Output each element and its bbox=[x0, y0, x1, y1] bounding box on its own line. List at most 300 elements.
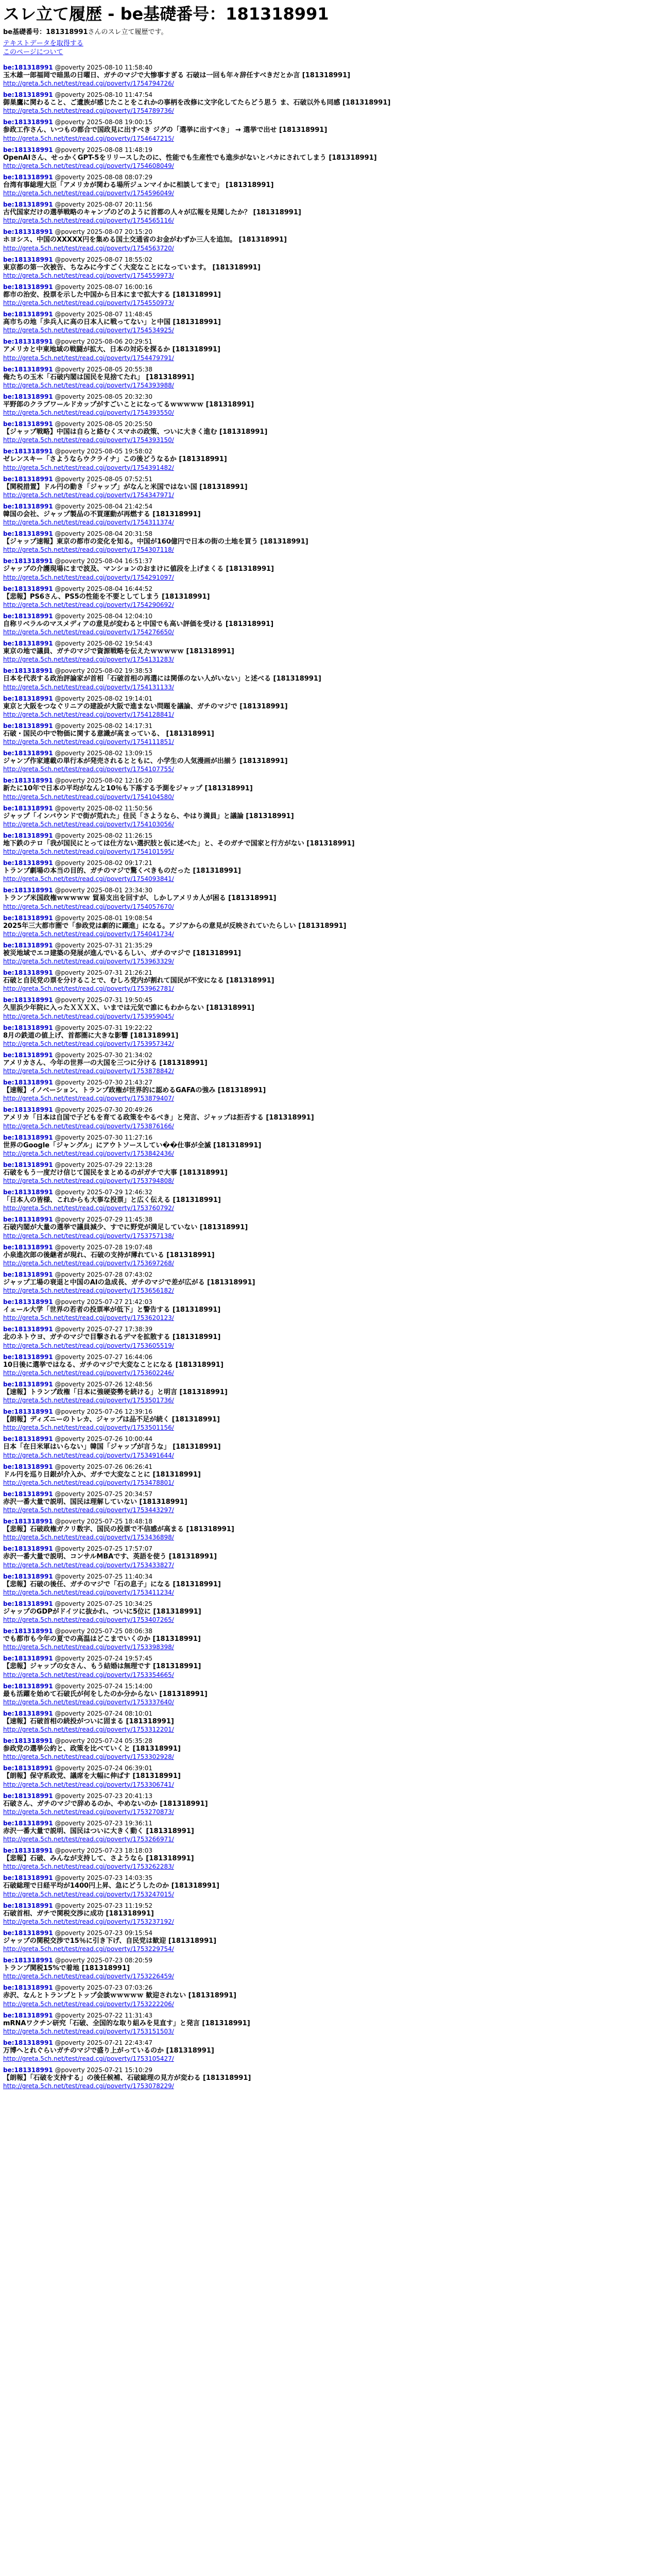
thread-url-link[interactable]: http://greta.5ch.net/test/read.cgi/poverty/1754559973/ bbox=[3, 272, 174, 279]
thread-be-id[interactable]: be:181318991 bbox=[3, 530, 53, 538]
thread-meta bbox=[3, 1463, 650, 1471]
thread-be-id[interactable]: be:181318991 bbox=[3, 283, 53, 291]
thread-entry bbox=[3, 1052, 650, 1075]
thread-be-id[interactable]: be:181318991 bbox=[3, 777, 53, 785]
thread-url-link[interactable]: http://greta.5ch.net/test/read.cgi/poverty/1753878842/ bbox=[3, 1067, 174, 1075]
thread-title: 【朗報】「石破を支持する」の後任候補、石破総理の見方が変わる [181318991] bbox=[3, 2074, 251, 2082]
thread-date: @poverty 2025-07-30 21:43:27 bbox=[55, 1079, 152, 1087]
thread-entry bbox=[3, 1545, 650, 1569]
thread-entry bbox=[3, 1847, 650, 1871]
thread-be-id[interactable]: be:181318991 bbox=[3, 1298, 53, 1306]
thread-date: @poverty 2025-07-31 19:50:45 bbox=[55, 996, 152, 1004]
thread-url-link[interactable]: http://greta.5ch.net/test/read.cgi/poverty/1753501736/ bbox=[3, 1397, 174, 1404]
thread-date: @poverty 2025-07-29 11:45:38 bbox=[55, 1216, 152, 1224]
thread-meta bbox=[3, 1820, 650, 1827]
thread-url-link[interactable]: http://greta.5ch.net/test/read.cgi/poverty/1754128841/ bbox=[3, 710, 174, 718]
thread-be-id[interactable]: be:181318991 bbox=[3, 1435, 53, 1443]
thread-title: 小泉進次郎の後継者が現れ、石破の支持が薄れている [181318991] bbox=[3, 1251, 215, 1259]
thread-url-link[interactable]: http://greta.5ch.net/test/read.cgi/poverty/1753794808/ bbox=[3, 1177, 174, 1185]
thread-entry bbox=[3, 1902, 650, 1926]
thread-title: 日本「在日米軍はいらない」韓国「ジャップが言うな」 [181318991] bbox=[3, 1443, 221, 1451]
thread-url-link[interactable]: http://greta.5ch.net/test/read.cgi/poverty/1753151503/ bbox=[3, 2027, 174, 2035]
thread-url-link[interactable]: http://greta.5ch.net/test/read.cgi/poverty/1754101595/ bbox=[3, 848, 174, 856]
get-text-data-link[interactable]: テキストデータを取得する bbox=[3, 40, 83, 48]
thread-date: @poverty 2025-07-25 20:34:57 bbox=[55, 1490, 152, 1498]
thread-title: 北のネトウヨ、ガチのマジで目撃されるデマを拡散する [181318991] bbox=[3, 1333, 221, 1342]
thread-date: @poverty 2025-07-26 06:26:41 bbox=[55, 1463, 152, 1470]
thread-entry bbox=[3, 1655, 650, 1679]
thread-meta bbox=[3, 1545, 650, 1553]
thread-be-id[interactable]: be:181318991 bbox=[3, 1133, 53, 1141]
thread-meta bbox=[3, 1353, 650, 1361]
thread-url-link[interactable]: http://greta.5ch.net/test/read.cgi/poverty/1754550973/ bbox=[3, 299, 174, 307]
thread-title: 10日後に選挙ではなる、ガチのマジで大変なことになる [181318991] bbox=[3, 1361, 224, 1369]
thread-be-id[interactable]: be:181318991 bbox=[3, 1380, 53, 1388]
thread-url-link[interactable]: http://greta.5ch.net/test/read.cgi/poverty/1754290692/ bbox=[3, 601, 174, 608]
thread-be-id[interactable]: be:181318991 bbox=[3, 2011, 53, 2019]
thread-date: @poverty 2025-07-26 12:48:56 bbox=[55, 1380, 152, 1388]
thread-entry bbox=[3, 832, 650, 856]
thread-url-link[interactable]: http://greta.5ch.net/test/read.cgi/poverty/1753237192/ bbox=[3, 1918, 174, 1925]
thread-url-link[interactable]: http://greta.5ch.net/test/read.cgi/poverty/1753478801/ bbox=[3, 1479, 174, 1486]
thread-be-id[interactable]: be:181318991 bbox=[3, 1765, 53, 1772]
thread-date: @poverty 2025-07-24 06:39:01 bbox=[55, 1765, 152, 1772]
thread-be-id[interactable]: be:181318991 bbox=[3, 146, 53, 154]
thread-meta bbox=[3, 1435, 650, 1443]
thread-be-id[interactable]: be:181318991 bbox=[3, 804, 53, 812]
thread-url-link[interactable]: http://greta.5ch.net/test/read.cgi/poverty/1754563720/ bbox=[3, 244, 174, 252]
thread-date: @poverty 2025-07-23 20:41:13 bbox=[55, 1792, 152, 1800]
thread-date: @poverty 2025-08-01 23:34:30 bbox=[55, 887, 152, 894]
thread-url-link[interactable]: http://greta.5ch.net/test/read.cgi/poverty/1754393550/ bbox=[3, 409, 174, 417]
thread-date: @poverty 2025-08-05 20:25:50 bbox=[55, 420, 152, 428]
thread-date: @poverty 2025-07-23 11:19:52 bbox=[55, 1902, 152, 1909]
intro-number: 181318991 bbox=[46, 28, 88, 37]
thread-meta bbox=[3, 2012, 650, 2020]
thread-entry bbox=[3, 613, 650, 636]
thread-title: 【朗報】保守系政党、議席を大幅に伸ばす [181318991] bbox=[3, 1772, 181, 1781]
thread-url-link[interactable]: http://greta.5ch.net/test/read.cgi/poverty/1754041734/ bbox=[3, 930, 174, 938]
thread-meta bbox=[3, 393, 650, 401]
thread-be-id[interactable]: be:181318991 bbox=[3, 1490, 53, 1498]
thread-title: 都市の治安、投票を示した中国から日本にまで拡大する [181318991] bbox=[3, 291, 221, 299]
thread-date: @poverty 2025-07-30 20:49:26 bbox=[55, 1106, 152, 1114]
thread-entry bbox=[3, 1353, 650, 1377]
thread-entry bbox=[3, 2066, 650, 2090]
thread-date: @poverty 2025-07-22 11:31:43 bbox=[55, 2011, 152, 2019]
thread-be-id[interactable]: be:181318991 bbox=[3, 2066, 53, 2074]
thread-be-id[interactable]: be:181318991 bbox=[3, 859, 53, 867]
thread-be-id[interactable]: be:181318991 bbox=[3, 502, 53, 510]
thread-entry bbox=[3, 914, 650, 938]
intro-text bbox=[3, 28, 650, 37]
thread-title: 自称リベラルのマスメディアの意見が変わると中国でも高い評価を受ける [181318991] bbox=[3, 620, 274, 628]
thread-be-id[interactable]: be:181318991 bbox=[3, 338, 53, 346]
thread-url-link[interactable]: http://greta.5ch.net/test/read.cgi/poverty/1754093841/ bbox=[3, 875, 174, 883]
thread-be-id[interactable]: be:181318991 bbox=[3, 1600, 53, 1607]
thread-meta bbox=[3, 1984, 650, 1992]
thread-meta bbox=[3, 1490, 650, 1498]
thread-meta bbox=[3, 146, 650, 154]
thread-be-id[interactable]: be:181318991 bbox=[3, 1270, 53, 1278]
thread-meta bbox=[3, 1052, 650, 1059]
thread-meta bbox=[3, 1792, 650, 1800]
thread-be-id[interactable]: be:181318991 bbox=[3, 1682, 53, 1690]
thread-url-link[interactable]: http://greta.5ch.net/test/read.cgi/poverty/1753302928/ bbox=[3, 1753, 174, 1761]
thread-be-id[interactable]: be:181318991 bbox=[3, 914, 53, 922]
thread-be-id[interactable]: be:181318991 bbox=[3, 1847, 53, 1855]
thread-meta bbox=[3, 1765, 650, 1772]
thread-url-link[interactable]: http://greta.5ch.net/test/read.cgi/poverty/1754131283/ bbox=[3, 656, 174, 664]
thread-title: 地下鉄のテロ「我が国民にとっては仕方ない選択肢と仮に述べた」と、そのガチで国家と行方がない [181318991] bbox=[3, 839, 355, 848]
thread-url-link[interactable]: http://greta.5ch.net/test/read.cgi/poverty/1753433827/ bbox=[3, 1561, 174, 1569]
thread-date: @poverty 2025-08-05 19:58:02 bbox=[55, 448, 152, 455]
thread-be-id[interactable]: be:181318991 bbox=[3, 1709, 53, 1717]
thread-date: @poverty 2025-08-04 16:44:52 bbox=[55, 585, 152, 592]
thread-meta bbox=[3, 1271, 650, 1279]
thread-meta bbox=[3, 1106, 650, 1114]
thread-meta bbox=[3, 1737, 650, 1745]
thread-url-link[interactable]: http://greta.5ch.net/test/read.cgi/poverty/1754111851/ bbox=[3, 738, 174, 746]
thread-url-link[interactable]: http://greta.5ch.net/test/read.cgi/poverty/1753962781/ bbox=[3, 985, 174, 993]
thread-title: 【悲報】石破、みんなが支持して、さようなら [181318991] bbox=[3, 1855, 194, 1863]
thread-title: 石破・国民の中で物価に関する意識が高まっている、 [181318991] bbox=[3, 730, 214, 738]
thread-url-link[interactable]: http://greta.5ch.net/test/read.cgi/poverty/1754276650/ bbox=[3, 629, 174, 636]
thread-title: 石破首相、ガチで関税交渉に成功 [181318991] bbox=[3, 1909, 154, 1918]
thread-meta bbox=[3, 1134, 650, 1142]
thread-url-link[interactable]: http://greta.5ch.net/test/read.cgi/poverty/1753876166/ bbox=[3, 1122, 174, 1130]
thread-url-link[interactable]: http://greta.5ch.net/test/read.cgi/poverty/1753605519/ bbox=[3, 1342, 174, 1349]
thread-entry bbox=[3, 1463, 650, 1487]
thread-be-id[interactable]: be:181318991 bbox=[3, 1161, 53, 1168]
thread-be-id[interactable]: be:181318991 bbox=[3, 667, 53, 675]
thread-meta bbox=[3, 476, 650, 483]
thread-url-link[interactable]: http://greta.5ch.net/test/read.cgi/poverty/1753656182/ bbox=[3, 1287, 174, 1295]
thread-entry bbox=[3, 1628, 650, 1651]
thread-url-link[interactable]: http://greta.5ch.net/test/read.cgi/poverty/1753407265/ bbox=[3, 1616, 174, 1624]
thread-title: 石破をもう一度だけ信じて国民をまとめるのがガチで大事 [181318991] bbox=[3, 1168, 228, 1177]
thread-be-id[interactable]: be:181318991 bbox=[3, 1957, 53, 1964]
thread-url-link[interactable]: http://greta.5ch.net/test/read.cgi/poverty/1753411234/ bbox=[3, 1588, 174, 1596]
thread-url-link[interactable]: http://greta.5ch.net/test/read.cgi/poverty/1754347971/ bbox=[3, 491, 174, 499]
thread-be-id[interactable]: be:181318991 bbox=[3, 941, 53, 949]
thread-date: @poverty 2025-08-06 20:29:51 bbox=[55, 338, 152, 346]
thread-date: @poverty 2025-08-07 20:15:20 bbox=[55, 228, 152, 236]
thread-be-id[interactable]: be:181318991 bbox=[3, 612, 53, 620]
thread-be-id[interactable]: be:181318991 bbox=[3, 2039, 53, 2046]
thread-meta bbox=[3, 283, 650, 291]
thread-title: 石破さん、ガチのマジで辞めるのか、やめないのか [181318991] bbox=[3, 1800, 208, 1808]
thread-meta bbox=[3, 503, 650, 511]
thread-meta bbox=[3, 640, 650, 648]
thread-url-link[interactable]: http://greta.5ch.net/test/read.cgi/poverty/1753229754/ bbox=[3, 1945, 174, 1953]
thread-url-link[interactable]: http://greta.5ch.net/test/read.cgi/poverty/1754647215/ bbox=[3, 134, 174, 142]
thread-be-id[interactable]: be:181318991 bbox=[3, 1189, 53, 1196]
thread-entry bbox=[3, 174, 650, 197]
thread-url-link[interactable]: http://greta.5ch.net/test/read.cgi/poverty/1753491644/ bbox=[3, 1451, 174, 1459]
thread-meta bbox=[3, 1957, 650, 1964]
thread-meta bbox=[3, 2039, 650, 2047]
thread-url-link[interactable]: http://greta.5ch.net/test/read.cgi/poverty/1753266971/ bbox=[3, 1836, 174, 1843]
thread-entry bbox=[3, 1381, 650, 1404]
thread-date: @poverty 2025-08-02 11:50:56 bbox=[55, 804, 152, 812]
thread-url-link[interactable]: http://greta.5ch.net/test/read.cgi/poverty/1754479791/ bbox=[3, 354, 174, 362]
thread-be-id[interactable]: be:181318991 bbox=[3, 1024, 53, 1031]
thread-be-id[interactable]: be:181318991 bbox=[3, 201, 53, 209]
thread-title: アメリカ「日本は自国で子どもを育てる政策をやるべき」と発言、ジャップは拒否する [181318991] bbox=[3, 1114, 314, 1122]
thread-be-id[interactable]: be:181318991 bbox=[3, 722, 53, 730]
thread-be-id[interactable]: be:181318991 bbox=[3, 448, 53, 455]
thread-meta bbox=[3, 1079, 650, 1087]
thread-meta bbox=[3, 201, 650, 209]
thread-date: @poverty 2025-08-02 14:17:31 bbox=[55, 722, 152, 730]
thread-be-id[interactable]: be:181318991 bbox=[3, 1326, 53, 1333]
thread-meta bbox=[3, 1929, 650, 1937]
thread-title: 新たに10年で日本の平均がなんと10％も下落する予測をジャップ [181318991] bbox=[3, 785, 253, 793]
thread-date: @poverty 2025-07-26 12:39:16 bbox=[55, 1408, 152, 1416]
thread-be-id[interactable]: be:181318991 bbox=[3, 1874, 53, 1882]
thread-entry bbox=[3, 228, 650, 252]
thread-title: 2025年三大都市圏で「参政党は劇的に躍進」になる。アジアからの意見が反映されていたらしい [181318991] bbox=[3, 922, 347, 930]
thread-be-id[interactable]: be:181318991 bbox=[3, 63, 53, 71]
thread-url-link[interactable]: http://greta.5ch.net/test/read.cgi/poverty/1753226459/ bbox=[3, 1973, 174, 1980]
thread-url-link[interactable]: http://greta.5ch.net/test/read.cgi/poverty/1753262283/ bbox=[3, 1863, 174, 1871]
thread-meta bbox=[3, 750, 650, 757]
thread-entry bbox=[3, 476, 650, 499]
thread-url-link[interactable]: http://greta.5ch.net/test/read.cgi/poverty/1753270873/ bbox=[3, 1808, 174, 1816]
thread-title: イェール大学「世界の若者の投票率が低下」と警告する [181318991] bbox=[3, 1306, 221, 1314]
thread-url-link[interactable]: http://greta.5ch.net/test/read.cgi/poverty/1753957342/ bbox=[3, 1040, 174, 1047]
thread-title: アメリカさん、今年の世界一の大国を三つに分ける [181318991] bbox=[3, 1059, 208, 1067]
thread-meta bbox=[3, 118, 650, 126]
thread-title: 被災地域でエコ建築の発展が進んでいるらしい、ガチのマジで [181318991] bbox=[3, 949, 241, 957]
thread-meta bbox=[3, 1244, 650, 1251]
thread-entry bbox=[3, 1106, 650, 1130]
thread-url-link[interactable]: http://greta.5ch.net/test/read.cgi/poverty/1753306741/ bbox=[3, 1781, 174, 1788]
thread-title: ジャップ「インバウンドで街が荒れた」住民「さようなら、やはり満員」と議論 [181318991] bbox=[3, 812, 294, 820]
thread-title: 万博へとれぐらいガチのマジで盛り上がっているのか [181318991] bbox=[3, 2046, 214, 2055]
thread-meta bbox=[3, 613, 650, 620]
thread-be-id[interactable]: be:181318991 bbox=[3, 750, 53, 757]
thread-title: 8月の鉄道の値上げ、首都圏に大きな影響 [181318991] bbox=[3, 1031, 179, 1040]
thread-date: @poverty 2025-08-04 20:31:58 bbox=[55, 530, 152, 538]
thread-entry bbox=[3, 1189, 650, 1212]
thread-be-id[interactable]: be:181318991 bbox=[3, 228, 53, 236]
thread-date: @poverty 2025-07-26 10:00:44 bbox=[55, 1435, 152, 1443]
thread-title: トランプ劇場の本当の目的、ガチのマジで驚くべきものだった [181318991] bbox=[3, 867, 241, 875]
thread-url-link[interactable]: http://greta.5ch.net/test/read.cgi/poverty/1753354665/ bbox=[3, 1671, 174, 1679]
thread-date: @poverty 2025-07-27 21:42:03 bbox=[55, 1298, 152, 1306]
thread-url-link[interactable]: http://greta.5ch.net/test/read.cgi/poverty/1754393988/ bbox=[3, 381, 174, 389]
thread-entry bbox=[3, 1298, 650, 1322]
thread-entry bbox=[3, 1079, 650, 1103]
thread-url-link[interactable]: http://greta.5ch.net/test/read.cgi/poverty/1753757138/ bbox=[3, 1232, 174, 1240]
thread-be-id[interactable]: be:181318991 bbox=[3, 1737, 53, 1745]
thread-url-link[interactable]: http://greta.5ch.net/test/read.cgi/poverty/1753398398/ bbox=[3, 1643, 174, 1651]
thread-entry bbox=[3, 256, 650, 280]
thread-be-id[interactable]: be:181318991 bbox=[3, 996, 53, 1004]
thread-url-link[interactable]: http://greta.5ch.net/test/read.cgi/poverty/1754131133/ bbox=[3, 683, 174, 691]
thread-be-id[interactable]: be:181318991 bbox=[3, 393, 53, 400]
thread-url-link[interactable]: http://greta.5ch.net/test/read.cgi/poverty/1753247015/ bbox=[3, 1890, 174, 1898]
thread-url-link[interactable]: http://greta.5ch.net/test/read.cgi/poverty/1754311374/ bbox=[3, 519, 174, 527]
thread-entry bbox=[3, 1765, 650, 1788]
thread-title: 赤沢一番大量で説明、国民は理解していない [181318991] bbox=[3, 1498, 187, 1506]
thread-be-id[interactable]: be:181318991 bbox=[3, 557, 53, 565]
thread-date: @poverty 2025-08-01 19:08:54 bbox=[55, 914, 152, 922]
thread-url-link[interactable]: http://greta.5ch.net/test/read.cgi/poverty/1753697268/ bbox=[3, 1259, 174, 1267]
thread-entry bbox=[3, 118, 650, 142]
thread-date: @poverty 2025-07-24 15:14:00 bbox=[55, 1682, 152, 1690]
thread-url-link[interactable]: http://greta.5ch.net/test/read.cgi/poverty/1754103056/ bbox=[3, 820, 174, 828]
thread-url-link[interactable]: http://greta.5ch.net/test/read.cgi/poverty/1754291097/ bbox=[3, 573, 174, 581]
thread-be-id[interactable]: be:181318991 bbox=[3, 91, 53, 99]
thread-date: @poverty 2025-07-25 08:06:38 bbox=[55, 1628, 152, 1635]
thread-url-link[interactable]: http://greta.5ch.net/test/read.cgi/poverty/1753959045/ bbox=[3, 1012, 174, 1020]
thread-url-link[interactable]: http://greta.5ch.net/test/read.cgi/poverty/1753620123/ bbox=[3, 1314, 174, 1322]
thread-title: ジャンプ作家連載の単行本が発売されるとともに、小学生の人気漫画が出揃う [181318991] bbox=[3, 757, 288, 766]
thread-be-id[interactable]: be:181318991 bbox=[3, 311, 53, 318]
thread-be-id[interactable]: be:181318991 bbox=[3, 1984, 53, 1992]
thread-be-id[interactable]: be:181318991 bbox=[3, 694, 53, 702]
thread-meta bbox=[3, 420, 650, 428]
thread-be-id[interactable]: be:181318991 bbox=[3, 365, 53, 373]
thread-entry bbox=[3, 1957, 650, 1980]
thread-title: 俺たちの玉木「石破内閣は国民を見捨てたれ」 [181318991] bbox=[3, 373, 194, 381]
thread-date: @poverty 2025-07-30 11:27:16 bbox=[55, 1133, 152, 1141]
thread-entry bbox=[3, 1271, 650, 1295]
thread-url-link[interactable]: http://greta.5ch.net/test/read.cgi/poverty/1753078229/ bbox=[3, 2082, 174, 2090]
thread-be-id[interactable]: be:181318991 bbox=[3, 1655, 53, 1663]
thread-url-link[interactable]: http://greta.5ch.net/test/read.cgi/poverty/1753443297/ bbox=[3, 1506, 174, 1514]
thread-date: @poverty 2025-07-30 21:34:02 bbox=[55, 1051, 152, 1059]
thread-entry bbox=[3, 201, 650, 225]
thread-meta bbox=[3, 914, 650, 922]
thread-entry bbox=[3, 1573, 650, 1597]
thread-be-id[interactable]: be:181318991 bbox=[3, 832, 53, 839]
thread-url-link[interactable]: http://greta.5ch.net/test/read.cgi/poverty/1754789736/ bbox=[3, 107, 174, 115]
thread-url-link[interactable]: http://greta.5ch.net/test/read.cgi/poverty/1753312201/ bbox=[3, 1726, 174, 1734]
thread-be-id[interactable]: be:181318991 bbox=[3, 1929, 53, 1937]
thread-url-link[interactable]: http://greta.5ch.net/test/read.cgi/poverty/1754608049/ bbox=[3, 162, 174, 170]
thread-url-link[interactable]: http://greta.5ch.net/test/read.cgi/poverty/1753501156/ bbox=[3, 1424, 174, 1432]
header-links bbox=[3, 40, 650, 57]
thread-meta bbox=[3, 722, 650, 730]
thread-be-id[interactable]: be:181318991 bbox=[3, 1353, 53, 1361]
thread-be-id[interactable]: be:181318991 bbox=[3, 1216, 53, 1224]
thread-be-id[interactable]: be:181318991 bbox=[3, 1106, 53, 1114]
thread-url-link[interactable]: http://greta.5ch.net/test/read.cgi/poverty/1753436898/ bbox=[3, 1534, 174, 1541]
thread-entry bbox=[3, 805, 650, 828]
thread-meta bbox=[3, 585, 650, 593]
thread-url-link[interactable]: http://greta.5ch.net/test/read.cgi/poverty/1753842436/ bbox=[3, 1149, 174, 1157]
thread-url-link[interactable]: http://greta.5ch.net/test/read.cgi/poverty/1753879407/ bbox=[3, 1095, 174, 1103]
thread-entry bbox=[3, 338, 650, 362]
thread-date: @poverty 2025-07-25 17:57:07 bbox=[55, 1545, 152, 1553]
thread-url-link[interactable]: http://greta.5ch.net/test/read.cgi/poverty/1754057670/ bbox=[3, 903, 174, 910]
thread-date: @poverty 2025-07-27 17:38:39 bbox=[55, 1326, 152, 1333]
thread-url-link[interactable]: http://greta.5ch.net/test/read.cgi/poverty/1753105427/ bbox=[3, 2055, 174, 2063]
thread-be-id[interactable]: be:181318991 bbox=[3, 118, 53, 126]
thread-url-link[interactable]: http://greta.5ch.net/test/read.cgi/poverty/1753963329/ bbox=[3, 958, 174, 965]
thread-be-id[interactable]: be:181318991 bbox=[3, 887, 53, 894]
thread-title: 石破総理で日経平均が1400円上昇、急にどうしたのか [181318991] bbox=[3, 1882, 219, 1890]
thread-be-id[interactable]: be:181318991 bbox=[3, 1572, 53, 1580]
thread-be-id[interactable]: be:181318991 bbox=[3, 420, 53, 428]
thread-title: ジャップのGDPがドイツに抜かれ、ついに5位に [181318991] bbox=[3, 1607, 201, 1616]
thread-meta bbox=[3, 1518, 650, 1526]
thread-url-link[interactable]: http://greta.5ch.net/test/read.cgi/poverty/1754307118/ bbox=[3, 546, 174, 554]
thread-be-id[interactable]: be:181318991 bbox=[3, 256, 53, 263]
thread-entry bbox=[3, 1737, 650, 1761]
thread-title: 【ジャップ速報】東京の都市の変化を知る。中国が160億円で日本の街の土地を買う [181318991] bbox=[3, 538, 308, 546]
thread-be-id[interactable]: be:181318991 bbox=[3, 1243, 53, 1251]
thread-title: アメリカと中東地域の戦闘が拡大、日本の対応を探るか [181318991] bbox=[3, 346, 220, 354]
thread-url-link[interactable]: http://greta.5ch.net/test/read.cgi/poverty/1754107755/ bbox=[3, 766, 174, 773]
thread-date: @poverty 2025-07-25 11:40:34 bbox=[55, 1572, 152, 1580]
thread-title: 古代国家だけの選挙戦略のキャンプのどのように首都の人々が広報を見聞したか？ [181318991] bbox=[3, 209, 301, 217]
thread-entry bbox=[3, 1874, 650, 1898]
thread-be-id[interactable]: be:181318991 bbox=[3, 1902, 53, 1909]
thread-url-link[interactable]: http://greta.5ch.net/test/read.cgi/poverty/1754104580/ bbox=[3, 793, 174, 801]
thread-be-id[interactable]: be:181318991 bbox=[3, 640, 53, 648]
thread-entry bbox=[3, 996, 650, 1020]
thread-date: @poverty 2025-08-10 11:58:40 bbox=[55, 63, 152, 71]
thread-be-id[interactable]: be:181318991 bbox=[3, 585, 53, 592]
thread-be-id[interactable]: be:181318991 bbox=[3, 1628, 53, 1635]
thread-url-link[interactable]: http://greta.5ch.net/test/read.cgi/poverty/1754393150/ bbox=[3, 436, 174, 444]
thread-meta bbox=[3, 1902, 650, 1910]
thread-url-link[interactable]: http://greta.5ch.net/test/read.cgi/poverty/1753222206/ bbox=[3, 2000, 174, 2008]
thread-date: @poverty 2025-08-07 11:48:45 bbox=[55, 311, 152, 318]
thread-date: @poverty 2025-07-27 16:44:06 bbox=[55, 1353, 152, 1361]
thread-title: 【関税措置】ドル円の動き「ジャップ」がなんと米国ではない国 [181318991] bbox=[3, 483, 248, 491]
thread-meta bbox=[3, 1408, 650, 1416]
thread-entry bbox=[3, 1435, 650, 1459]
thread-url-link[interactable]: http://greta.5ch.net/test/read.cgi/poverty/1753760792/ bbox=[3, 1205, 174, 1212]
thread-entry bbox=[3, 1134, 650, 1158]
thread-date: @poverty 2025-08-07 16:00:16 bbox=[55, 283, 152, 291]
thread-title: 赤沢、なんとトランプとトップ会談ｗｗｗｗｗ 歓迎されない [181318991] bbox=[3, 1992, 236, 2000]
thread-date: @poverty 2025-07-31 19:22:22 bbox=[55, 1024, 152, 1031]
thread-date: @poverty 2025-07-21 22:43:47 bbox=[55, 2039, 152, 2046]
thread-url-link[interactable]: http://greta.5ch.net/test/read.cgi/poverty/1753602246/ bbox=[3, 1369, 174, 1377]
thread-title: でも都市も今年の夏での高温はどこまでいくのか [181318991] bbox=[3, 1635, 201, 1643]
thread-meta bbox=[3, 1683, 650, 1690]
thread-be-id[interactable]: be:181318991 bbox=[3, 969, 53, 977]
thread-date: @poverty 2025-08-08 08:07:29 bbox=[55, 173, 152, 181]
thread-be-id[interactable]: be:181318991 bbox=[3, 1051, 53, 1059]
thread-url-link[interactable]: http://greta.5ch.net/test/read.cgi/poverty/1754391482/ bbox=[3, 464, 174, 471]
thread-be-id[interactable]: be:181318991 bbox=[3, 1463, 53, 1470]
thread-be-id[interactable]: be:181318991 bbox=[3, 1518, 53, 1526]
thread-entry bbox=[3, 1326, 650, 1349]
thread-url-link[interactable]: http://greta.5ch.net/test/read.cgi/poverty/1754794726/ bbox=[3, 80, 174, 88]
thread-be-id[interactable]: be:181318991 bbox=[3, 475, 53, 483]
thread-be-id[interactable]: be:181318991 bbox=[3, 1792, 53, 1800]
thread-be-id[interactable]: be:181318991 bbox=[3, 173, 53, 181]
thread-be-id[interactable]: be:181318991 bbox=[3, 1079, 53, 1087]
thread-url-link[interactable]: http://greta.5ch.net/test/read.cgi/poverty/1753337640/ bbox=[3, 1698, 174, 1706]
thread-be-id[interactable]: be:181318991 bbox=[3, 1545, 53, 1553]
thread-url-link[interactable]: http://greta.5ch.net/test/read.cgi/poverty/1754534925/ bbox=[3, 327, 174, 334]
thread-be-id[interactable]: be:181318991 bbox=[3, 1408, 53, 1416]
thread-url-link[interactable]: http://greta.5ch.net/test/read.cgi/poverty/1754596049/ bbox=[3, 190, 174, 197]
thread-be-id[interactable]: be:181318991 bbox=[3, 1819, 53, 1827]
thread-title: 世界のGoogle「ジャングル」にアウトソースしてい��仕事が全滅 [181318991] bbox=[3, 1141, 262, 1149]
thread-url-link[interactable]: http://greta.5ch.net/test/read.cgi/poverty/1754565116/ bbox=[3, 217, 174, 225]
about-page-link[interactable]: このページについて bbox=[3, 48, 63, 56]
